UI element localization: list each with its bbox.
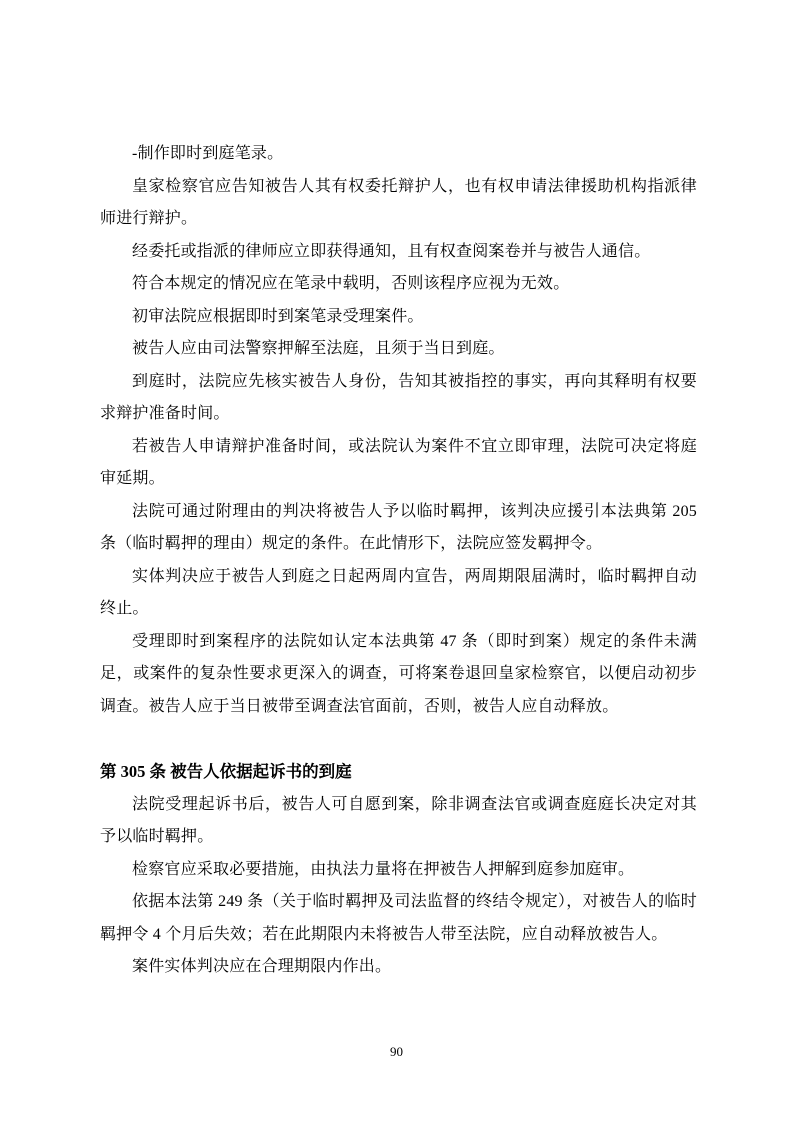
paragraph: 被告人应由司法警察押解至法庭，且须于当日到庭。	[132, 340, 505, 357]
paragraph: 经委托或指派的律师应立即获得通知，且有权查阅案卷并与被告人通信。	[132, 242, 651, 260]
section-immediate-appearance	[100, 138, 697, 723]
page-number: 90	[390, 1044, 403, 1059]
paragraph: 检察官应采取必要措施，由执法力量将在押被告人押解到庭参加庭审。	[132, 860, 635, 878]
paragraph: 符合本规定的情况应在笔录中载明，否则该程序应视为无效。	[132, 275, 570, 292]
paragraph: 实体判决应于被告人到庭之日起两周内宣告，两周期限届满时，临时羁押自动终止。	[100, 567, 697, 617]
paragraph: 法院受理起诉书后，被告人可自愿到案，除非调查法官或调查庭庭长决定对其予以临时羁押。	[100, 795, 697, 845]
document-content	[100, 138, 697, 984]
paragraph: 初审法院应根据即时到案笔录受理案件。	[132, 307, 424, 325]
paragraph: 案件实体判决应在合理期限内作出。	[132, 958, 392, 975]
paragraph: 皇家检察官应告知被告人其有权委托辩护人，也有权申请法律援助机构指派律师进行辩护。	[100, 177, 697, 227]
paragraph: 法院可通过附理由的判决将被告人予以临时羁押，该判决应援引本法典第 205 条（临时羁押的理由）规定的条件。在此情形下，法院应签发羁押令。	[100, 502, 697, 552]
paragraph: 若被告人申请辩护准备时间，或法院认为案件不宜立即审理，法院可决定将庭审延期。	[100, 437, 697, 487]
paragraph: 依据本法第 249 条（关于临时羁押及司法监督的终结令规定），对被告人的临时羁押令 4 个月后失效；若在此期限内未将被告人带至法院，应自动释放被告人。	[100, 893, 697, 943]
paragraph: 到庭时，法院应先核实被告人身份，告知其被指控的事实，再向其释明有权要求辩护准备时间。	[100, 372, 697, 422]
paragraph: 受理即时到案程序的法院如认定本法典第 47 条（即时到案）规定的条件未满足，或案件的复杂性要求更深入的调查，可将案卷退回皇家检察官，以便启动初步调查。被告人应于当日被带至调查法官面前，否则，被告人应自动释放。	[100, 632, 697, 715]
paragraph: -制作即时到庭笔录。	[132, 145, 284, 162]
section-article-305	[100, 756, 697, 984]
article-305-heading: 第 305 条 被告人依据起诉书的到庭	[100, 762, 352, 781]
